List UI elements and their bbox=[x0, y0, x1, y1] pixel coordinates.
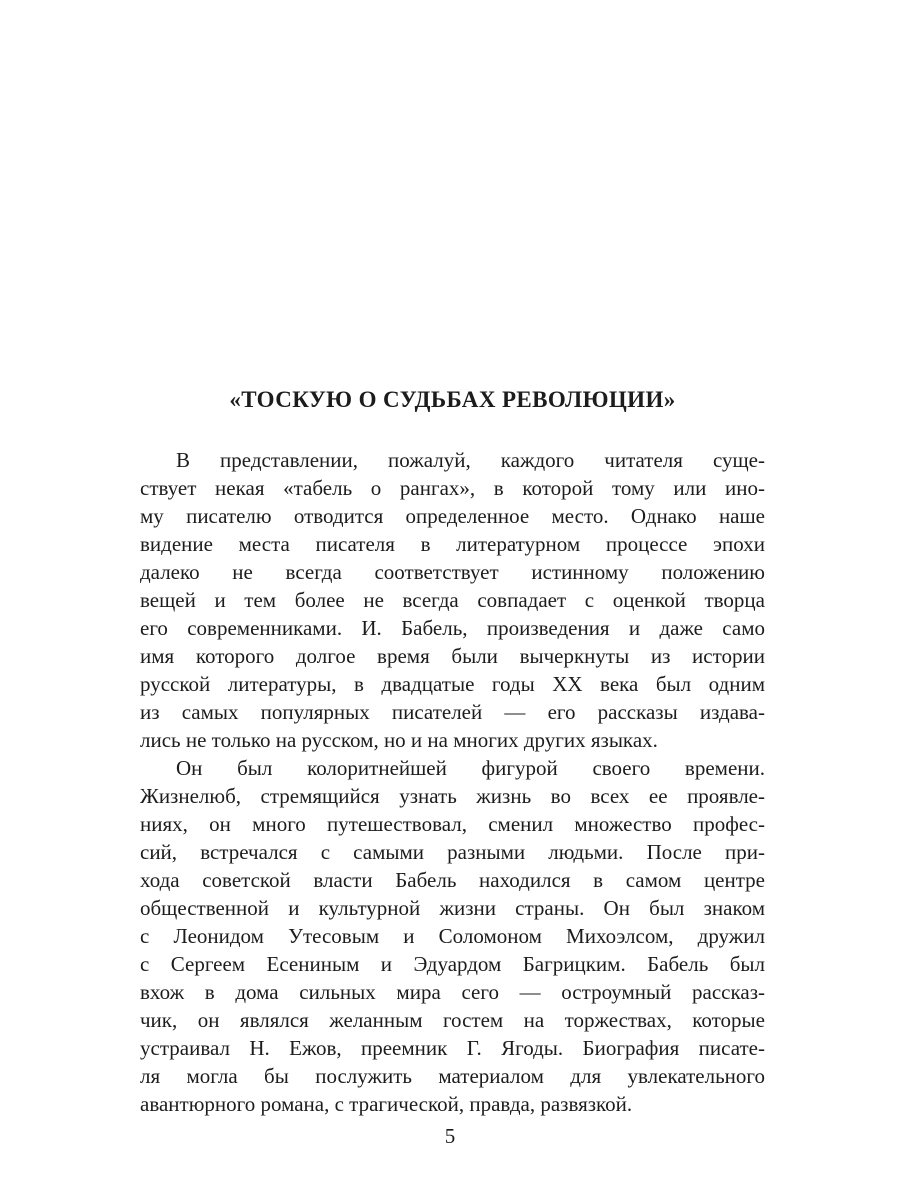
text-line: имя которого долгое время были вычеркнуты из истории bbox=[140, 644, 765, 668]
page-content bbox=[140, 386, 765, 1118]
text-line: му писателю отводится определенное место. Однако наше bbox=[140, 504, 765, 528]
page-number: 5 bbox=[444, 1124, 456, 1148]
paragraph-2 bbox=[140, 754, 765, 1118]
text-line: общественной и культурной жизни страны. Он был знаком bbox=[140, 896, 765, 920]
text-line: чик, он являлся желанным гостем на торжествах, которые bbox=[140, 1008, 765, 1032]
text-line: из самых популярных писателей — его рассказы издава- bbox=[140, 700, 765, 724]
text-line: ля могла бы послужить материалом для увлекательного bbox=[140, 1064, 765, 1088]
text-line: вхож в дома сильных мира сего — остроумный рассказ- bbox=[140, 980, 765, 1004]
chapter-title: «ТОСКУЮ О СУДЬБАХ РЕВОЛЮЦИИ» bbox=[229, 387, 676, 412]
text-line: его современниками. И. Бабель, произведения и даже само bbox=[140, 616, 765, 640]
text-line: ниях, он много путешествовал, сменил множество профес- bbox=[140, 812, 765, 836]
text-line: ствует некая «табель о рангах», в которой тому или ино- bbox=[140, 476, 765, 500]
text-line: с Сергеем Есениным и Эдуардом Багрицким. Бабель был bbox=[140, 952, 765, 976]
text-line: сий, встречался с самыми разными людьми. После при- bbox=[140, 840, 765, 864]
text-line: Он был колоритнейшей фигурой своего времени. bbox=[176, 756, 765, 780]
text-line: с Леонидом Утесовым и Соломоном Михоэлсом, дружил bbox=[140, 924, 765, 948]
text-line: вещей и тем более не всегда совпадает с оценкой творца bbox=[140, 588, 765, 612]
text-line: Жизнелюб, стремящийся узнать жизнь во всех ее проявле- bbox=[140, 784, 765, 808]
text-line: устраивал Н. Ежов, преемник Г. Ягоды. Биография писате- bbox=[140, 1036, 765, 1060]
text-line: далеко не всегда соответствует истинному положению bbox=[140, 560, 765, 584]
text-line: авантюрного романа, с трагической, правда, развязкой. bbox=[140, 1092, 633, 1116]
paragraph-1 bbox=[140, 446, 765, 754]
text-line: русской литературы, в двадцатые годы XX века был одним bbox=[140, 672, 765, 696]
text-line: хода советской власти Бабель находился в самом центре bbox=[140, 868, 765, 892]
text-line: В представлении, пожалуй, каждого читателя суще- bbox=[176, 448, 765, 472]
text-line: лись не только на русском, но и на многих других языках. bbox=[140, 728, 658, 752]
text-line: видение места писателя в литературном процессе эпохи bbox=[140, 532, 765, 556]
